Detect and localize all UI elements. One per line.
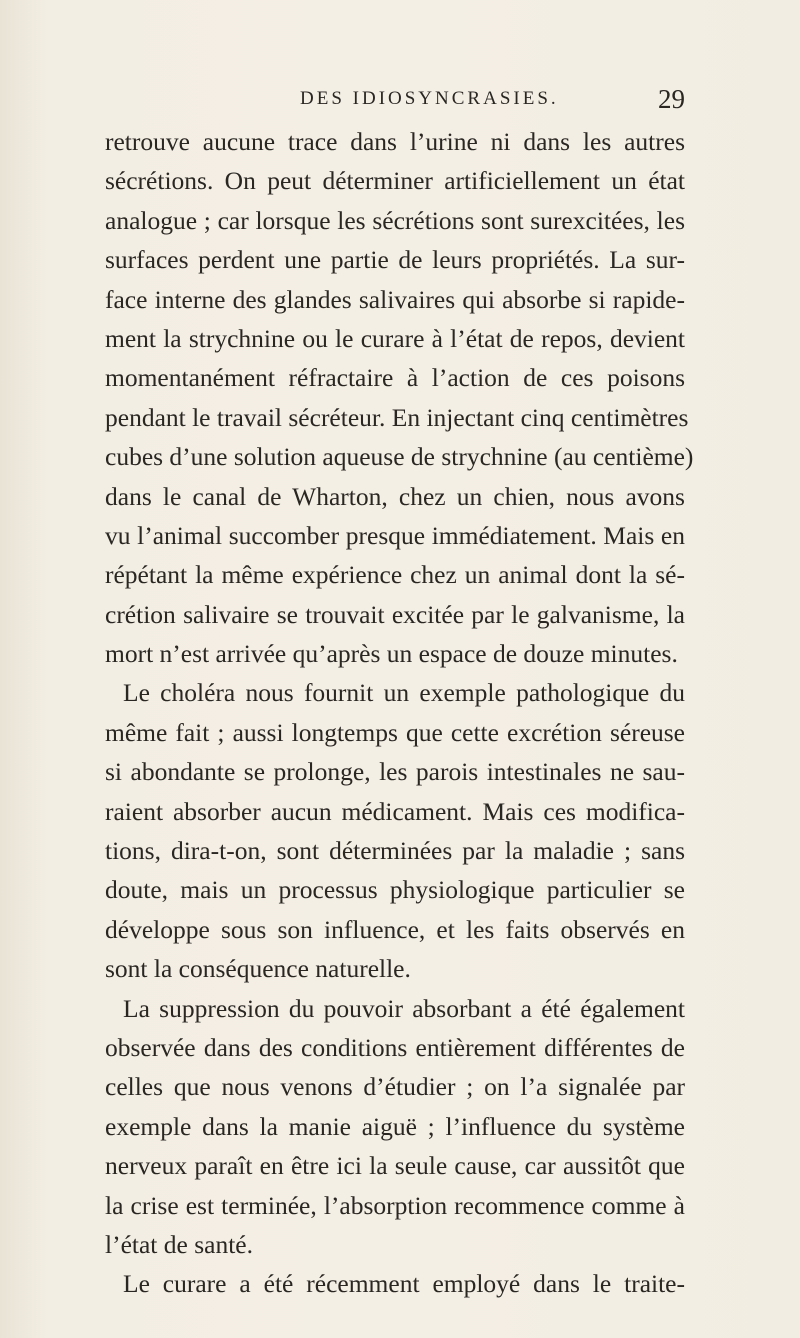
running-head: DES IDIOSYNCRASIES.: [300, 88, 559, 109]
text-line: nerveux paraît en être ici la seule cause, car aussitôt que: [105, 1151, 685, 1181]
page-header: [105, 84, 685, 118]
text-line: crétion salivaire se trouvait excitée par le galvanisme, la: [105, 599, 685, 629]
text-line: analogue ; car lorsque les sécrétions sont surexcitées, les: [105, 205, 685, 235]
text-line: mort n’est arrivée qu’après un espace de douze minutes.: [105, 639, 678, 669]
text-line: Le choléra nous fournit un exemple pathologique du: [123, 678, 685, 708]
text-line: raient absorber aucun médicament. Mais ces modifica-: [105, 796, 685, 826]
text-line: dans le canal de Wharton, chez un chien, nous avons: [105, 481, 685, 511]
text-line: doute, mais un processus physiologique particulier se: [105, 875, 685, 905]
text-line: cubes d’une solution aqueuse de strychnine (au centième): [105, 442, 694, 472]
text-line: face interne des glandes salivaires qui absorbe si rapide-: [105, 284, 685, 314]
text-line: ment la strychnine ou le curare à l’état de repos, devient: [105, 323, 685, 353]
text-line: même fait ; aussi longtemps que cette excrétion séreuse: [105, 717, 685, 747]
text-line: momentanément réfractaire à l’action de ces poisons: [105, 363, 685, 393]
text-line: sécrétions. On peut déterminer artificiellement un état: [105, 166, 685, 196]
text-line: observée dans des conditions entièrement différentes de: [105, 1032, 685, 1062]
text-line: Le curare a été récemment employé dans le traite-: [123, 1269, 685, 1299]
text-line: vu l’animal succomber presque immédiatement. Mais en: [105, 520, 685, 550]
text-line: retrouve aucune trace dans l’urine ni dans les autres: [105, 127, 685, 156]
text-line: répétant la même expérience chez un animal dont la sé-: [105, 560, 685, 590]
text-line: surfaces perdent une partie de leurs propriétés. La sur-: [105, 245, 685, 275]
body-text: [105, 122, 694, 1304]
text-line: tions, dira-t-on, sont déterminées par la maladie ; sans: [105, 836, 685, 866]
text-line: celles que nous venons d’étudier ; on l’a signalée par: [105, 1072, 685, 1102]
text-line: la crise est terminée, l’absorption recommence comme à: [105, 1190, 685, 1220]
text-line: exemple dans la manie aiguë ; l’influence du système: [105, 1111, 685, 1141]
text-line: si abondante se prolonge, les parois intestinales ne sau-: [105, 757, 685, 787]
page-number: 29: [658, 84, 685, 114]
text-line: pendant le travail sécréteur. En injectant cinq centimètres: [105, 402, 689, 432]
text-line: sont la conséquence naturelle.: [105, 954, 411, 984]
text-line: La suppression du pouvoir absorbant a été également: [123, 993, 685, 1023]
text-line: l’état de santé.: [105, 1229, 253, 1259]
text-line: développe sous son influence, et les faits observés en: [105, 914, 685, 944]
